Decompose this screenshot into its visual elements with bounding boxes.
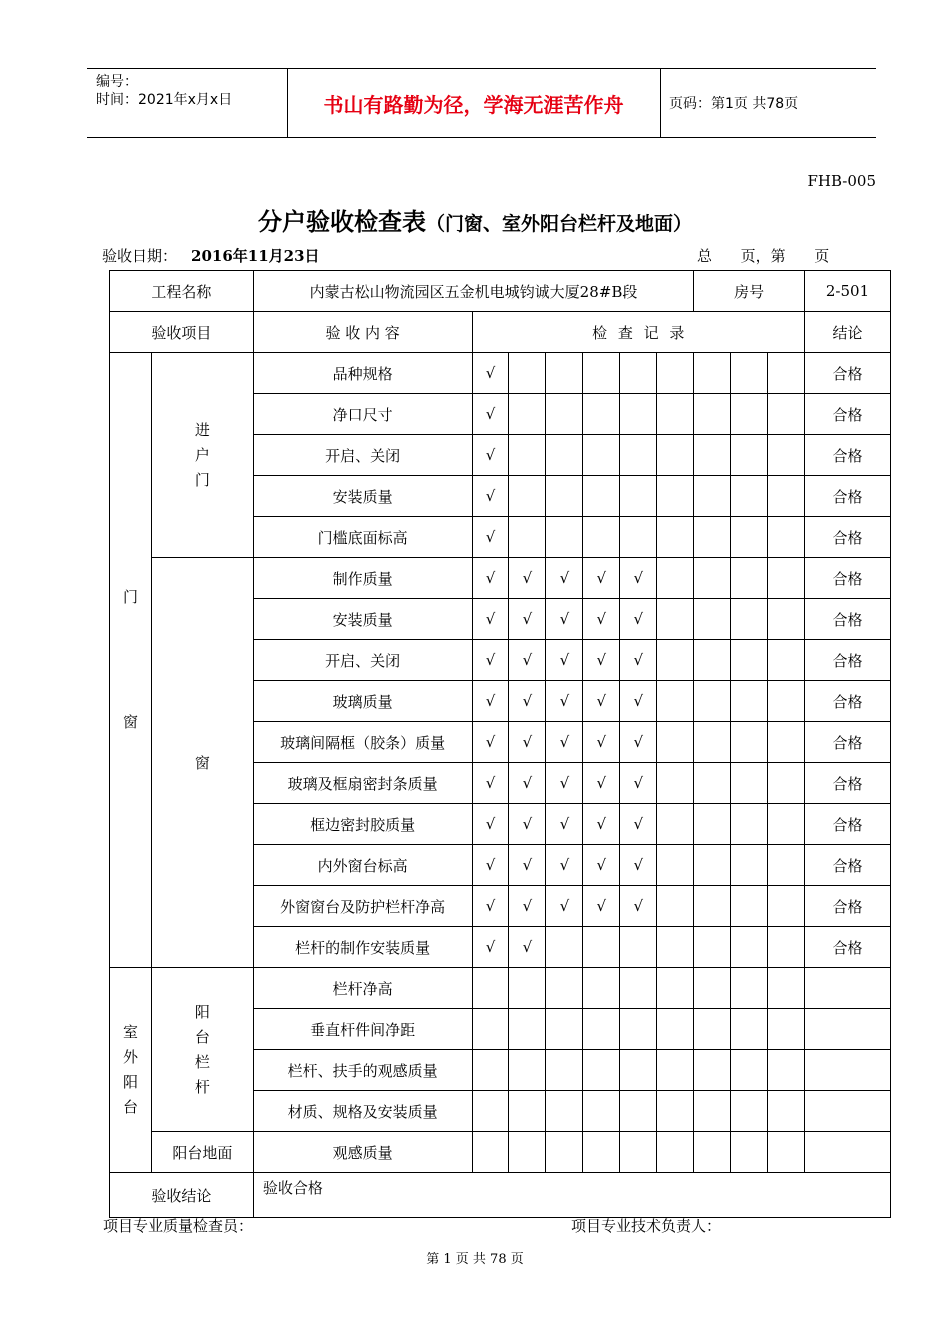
sub-floor: 阳台地面	[151, 1132, 253, 1173]
header-divider	[660, 69, 661, 137]
check-mark	[620, 476, 657, 517]
table-row	[110, 558, 891, 599]
column-header-row	[110, 312, 891, 353]
check-mark	[768, 640, 805, 681]
check-mark	[694, 927, 731, 968]
check-mark	[509, 1091, 546, 1132]
check-mark: √	[472, 845, 509, 886]
table-row	[110, 1132, 891, 1173]
check-item: 玻璃及框扇密封条质量	[253, 763, 472, 804]
check-mark	[546, 435, 583, 476]
check-mark	[731, 1091, 768, 1132]
check-mark	[583, 394, 620, 435]
acceptance-date	[102, 245, 320, 266]
table-row	[110, 353, 891, 394]
check-mark: √	[472, 353, 509, 394]
check-item: 内外窗台标高	[253, 845, 472, 886]
check-mark: √	[509, 722, 546, 763]
check-mark	[768, 558, 805, 599]
check-mark: √	[546, 681, 583, 722]
check-mark	[657, 476, 694, 517]
check-mark	[657, 804, 694, 845]
check-mark: √	[583, 558, 620, 599]
sub-railing: 阳 台 栏 杆	[151, 968, 253, 1132]
check-mark	[768, 476, 805, 517]
check-mark	[472, 1091, 509, 1132]
check-mark	[657, 1091, 694, 1132]
conclusion-label: 验收结论	[110, 1173, 254, 1218]
check-mark	[657, 640, 694, 681]
check-mark	[768, 681, 805, 722]
check-mark	[657, 968, 694, 1009]
check-mark	[583, 968, 620, 1009]
check-mark	[583, 435, 620, 476]
check-mark	[583, 1050, 620, 1091]
check-mark	[546, 1050, 583, 1091]
check-mark: √	[546, 558, 583, 599]
col-content-header: 验 收 内 容	[253, 312, 472, 353]
check-mark: √	[620, 599, 657, 640]
table-row	[110, 968, 891, 1009]
check-item: 净口尺寸	[253, 394, 472, 435]
check-mark: √	[509, 886, 546, 927]
check-mark: √	[620, 558, 657, 599]
quality-inspector-label: 项目专业质量检查员：	[103, 1217, 254, 1235]
check-mark	[731, 640, 768, 681]
check-mark: √	[472, 681, 509, 722]
check-mark: √	[620, 804, 657, 845]
result-cell: 合格	[805, 763, 891, 804]
check-mark	[620, 1091, 657, 1132]
check-mark: √	[509, 681, 546, 722]
check-mark: √	[472, 394, 509, 435]
check-mark	[546, 353, 583, 394]
check-mark	[768, 804, 805, 845]
check-mark: √	[583, 640, 620, 681]
check-mark	[620, 353, 657, 394]
check-mark	[694, 886, 731, 927]
check-mark	[731, 1132, 768, 1173]
title-main: 分户验收检查表	[257, 207, 426, 236]
check-mark	[657, 845, 694, 886]
check-item: 观感质量	[253, 1132, 472, 1173]
check-mark: √	[472, 558, 509, 599]
check-mark	[620, 394, 657, 435]
check-mark	[657, 886, 694, 927]
check-mark: √	[583, 599, 620, 640]
date-label: 验收日期：	[102, 247, 178, 265]
check-mark	[694, 1009, 731, 1050]
check-mark	[694, 1050, 731, 1091]
result-cell	[805, 968, 891, 1009]
check-mark: √	[546, 845, 583, 886]
check-mark: √	[472, 435, 509, 476]
check-mark	[583, 1091, 620, 1132]
check-mark: √	[472, 927, 509, 968]
check-mark	[694, 517, 731, 558]
check-mark	[731, 927, 768, 968]
document-header	[87, 68, 876, 138]
check-mark	[768, 353, 805, 394]
check-mark	[731, 845, 768, 886]
check-mark	[546, 517, 583, 558]
check-mark	[657, 722, 694, 763]
check-item: 栏杆净高	[253, 968, 472, 1009]
check-mark	[731, 681, 768, 722]
check-mark: √	[583, 722, 620, 763]
check-item: 制作质量	[253, 558, 472, 599]
project-value: 内蒙古松山物流园区五金机电城钧诚大厦28#B段	[253, 271, 693, 312]
check-item: 玻璃间隔框（胶条）质量	[253, 722, 472, 763]
check-mark	[546, 394, 583, 435]
project-label: 工程名称	[110, 271, 254, 312]
check-mark	[731, 517, 768, 558]
check-mark	[620, 1009, 657, 1050]
check-mark	[509, 1050, 546, 1091]
check-mark	[583, 1132, 620, 1173]
check-mark	[657, 1009, 694, 1050]
check-item: 垂直杆件间净距	[253, 1009, 472, 1050]
check-mark: √	[620, 763, 657, 804]
check-mark	[620, 968, 657, 1009]
header-page-label: 页码：第1页 共78页	[669, 96, 799, 112]
check-mark	[583, 927, 620, 968]
check-mark	[657, 353, 694, 394]
check-mark	[731, 763, 768, 804]
check-mark: √	[583, 845, 620, 886]
check-mark: √	[583, 763, 620, 804]
check-mark	[768, 1091, 805, 1132]
check-mark: √	[509, 804, 546, 845]
page-title	[0, 202, 950, 237]
check-mark	[509, 517, 546, 558]
check-mark	[472, 1050, 509, 1091]
check-mark	[731, 558, 768, 599]
conclusion-row	[110, 1173, 891, 1218]
check-mark	[657, 927, 694, 968]
check-mark	[546, 968, 583, 1009]
room-label: 房号	[694, 271, 805, 312]
check-mark: √	[509, 640, 546, 681]
check-mark: √	[472, 640, 509, 681]
check-mark	[583, 1009, 620, 1050]
check-mark	[768, 763, 805, 804]
check-mark	[620, 1132, 657, 1173]
check-mark	[694, 558, 731, 599]
check-mark	[583, 353, 620, 394]
check-mark	[657, 558, 694, 599]
check-item: 安装质量	[253, 476, 472, 517]
check-mark	[546, 1132, 583, 1173]
check-mark	[657, 394, 694, 435]
check-mark	[731, 968, 768, 1009]
check-mark	[694, 476, 731, 517]
check-mark	[657, 1132, 694, 1173]
check-mark	[546, 1091, 583, 1132]
check-mark	[768, 927, 805, 968]
check-mark	[620, 517, 657, 558]
check-mark: √	[472, 886, 509, 927]
check-mark: √	[472, 517, 509, 558]
serial-label: 编号：	[96, 74, 138, 90]
result-cell: 合格	[805, 558, 891, 599]
result-cell: 合格	[805, 517, 891, 558]
result-cell: 合格	[805, 722, 891, 763]
result-cell: 合格	[805, 353, 891, 394]
project-row	[110, 271, 891, 312]
check-mark	[657, 435, 694, 476]
sub-window: 窗	[151, 558, 253, 968]
form-code: FHB-005	[807, 172, 876, 190]
check-mark	[620, 927, 657, 968]
check-mark	[694, 722, 731, 763]
check-item: 门槛底面标高	[253, 517, 472, 558]
sub-entry-door: 进 户 门	[151, 353, 253, 558]
check-mark	[694, 681, 731, 722]
check-item: 品种规格	[253, 353, 472, 394]
check-mark	[731, 722, 768, 763]
result-cell: 合格	[805, 804, 891, 845]
check-mark	[768, 517, 805, 558]
check-mark	[694, 435, 731, 476]
check-mark	[731, 435, 768, 476]
check-item: 开启、关闭	[253, 435, 472, 476]
check-mark: √	[546, 640, 583, 681]
check-mark: √	[546, 886, 583, 927]
header-meta	[96, 73, 232, 109]
check-mark	[731, 353, 768, 394]
check-mark: √	[620, 722, 657, 763]
check-mark	[731, 886, 768, 927]
check-item: 材质、规格及安装质量	[253, 1091, 472, 1132]
check-mark	[694, 353, 731, 394]
check-mark: √	[583, 681, 620, 722]
result-cell: 合格	[805, 394, 891, 435]
check-mark	[731, 1009, 768, 1050]
check-mark	[509, 394, 546, 435]
conclusion-value: 验收合格	[253, 1173, 890, 1218]
check-mark: √	[472, 476, 509, 517]
check-mark	[546, 927, 583, 968]
result-cell	[805, 1009, 891, 1050]
check-mark: √	[620, 681, 657, 722]
check-mark	[509, 353, 546, 394]
check-mark	[620, 435, 657, 476]
check-mark: √	[472, 804, 509, 845]
check-mark	[472, 1132, 509, 1173]
page-number: 第 1 页 共 78 页	[426, 1252, 524, 1267]
check-mark: √	[620, 845, 657, 886]
check-mark: √	[509, 763, 546, 804]
check-mark	[620, 1050, 657, 1091]
check-mark	[694, 845, 731, 886]
check-item: 栏杆、扶手的观感质量	[253, 1050, 472, 1091]
check-mark	[472, 968, 509, 1009]
check-mark: √	[472, 599, 509, 640]
check-mark	[694, 968, 731, 1009]
check-mark	[694, 394, 731, 435]
col-record-header: 检 查 记 录	[472, 312, 805, 353]
check-mark	[768, 968, 805, 1009]
check-item: 玻璃质量	[253, 681, 472, 722]
check-mark	[657, 1050, 694, 1091]
check-mark	[768, 435, 805, 476]
check-mark	[768, 845, 805, 886]
check-mark: √	[509, 558, 546, 599]
check-mark	[694, 599, 731, 640]
check-item: 外窗窗台及防护栏杆净高	[253, 886, 472, 927]
result-cell: 合格	[805, 927, 891, 968]
group-balcony: 室 外 阳 台	[110, 968, 152, 1173]
result-cell	[805, 1091, 891, 1132]
check-item: 框边密封胶质量	[253, 804, 472, 845]
check-mark: √	[509, 845, 546, 886]
check-mark: √	[546, 722, 583, 763]
date-value: 2016年11月23日	[191, 247, 320, 265]
check-mark	[509, 968, 546, 1009]
check-mark	[657, 681, 694, 722]
check-mark	[768, 722, 805, 763]
check-mark	[694, 1091, 731, 1132]
check-mark	[657, 517, 694, 558]
check-mark: √	[620, 640, 657, 681]
check-mark	[583, 476, 620, 517]
result-cell: 合格	[805, 845, 891, 886]
col-result-header: 结论	[805, 312, 891, 353]
check-mark	[731, 394, 768, 435]
check-mark	[731, 476, 768, 517]
check-mark: √	[620, 886, 657, 927]
check-mark	[768, 1009, 805, 1050]
check-mark	[694, 640, 731, 681]
tech-leader-label: 项目专业技术负责人：	[571, 1217, 722, 1235]
check-mark: √	[546, 599, 583, 640]
col-item-header: 验收项目	[110, 312, 254, 353]
check-mark	[731, 1050, 768, 1091]
check-mark	[731, 804, 768, 845]
check-mark	[768, 394, 805, 435]
result-cell: 合格	[805, 476, 891, 517]
check-mark: √	[583, 886, 620, 927]
check-item: 安装质量	[253, 599, 472, 640]
check-mark	[546, 476, 583, 517]
result-cell: 合格	[805, 681, 891, 722]
check-mark	[472, 1009, 509, 1050]
result-cell: 合格	[805, 599, 891, 640]
title-sub: （门窗、室外阳台栏杆及地面）	[425, 213, 692, 235]
check-item: 开启、关闭	[253, 640, 472, 681]
check-mark	[768, 1050, 805, 1091]
check-mark	[768, 599, 805, 640]
check-mark: √	[583, 804, 620, 845]
result-cell: 合格	[805, 435, 891, 476]
check-mark: √	[509, 599, 546, 640]
check-mark	[768, 886, 805, 927]
check-mark	[583, 517, 620, 558]
inspection-table	[109, 270, 891, 1218]
check-mark	[546, 1009, 583, 1050]
check-mark	[768, 1132, 805, 1173]
check-mark	[731, 599, 768, 640]
check-mark: √	[509, 927, 546, 968]
time-label: 时间：2021年x月x日	[96, 92, 233, 108]
result-cell	[805, 1132, 891, 1173]
check-mark	[509, 435, 546, 476]
check-mark: √	[546, 763, 583, 804]
check-mark	[694, 804, 731, 845]
result-cell	[805, 1050, 891, 1091]
check-mark	[509, 1132, 546, 1173]
page-info	[697, 245, 829, 266]
check-mark: √	[472, 722, 509, 763]
check-mark	[694, 1132, 731, 1173]
check-mark: √	[546, 804, 583, 845]
result-cell: 合格	[805, 640, 891, 681]
check-mark	[657, 763, 694, 804]
result-cell: 合格	[805, 886, 891, 927]
page-info-text: 总 页，第 页	[697, 247, 830, 265]
check-mark	[657, 599, 694, 640]
room-value: 2-501	[805, 271, 891, 312]
check-item: 栏杆的制作安装质量	[253, 927, 472, 968]
check-mark: √	[472, 763, 509, 804]
check-mark	[509, 476, 546, 517]
check-mark	[694, 763, 731, 804]
check-mark	[509, 1009, 546, 1050]
header-motto: 书山有路勤为径，学海无涯苦作舟	[323, 93, 624, 117]
group-door-window: 门 窗	[110, 353, 152, 968]
